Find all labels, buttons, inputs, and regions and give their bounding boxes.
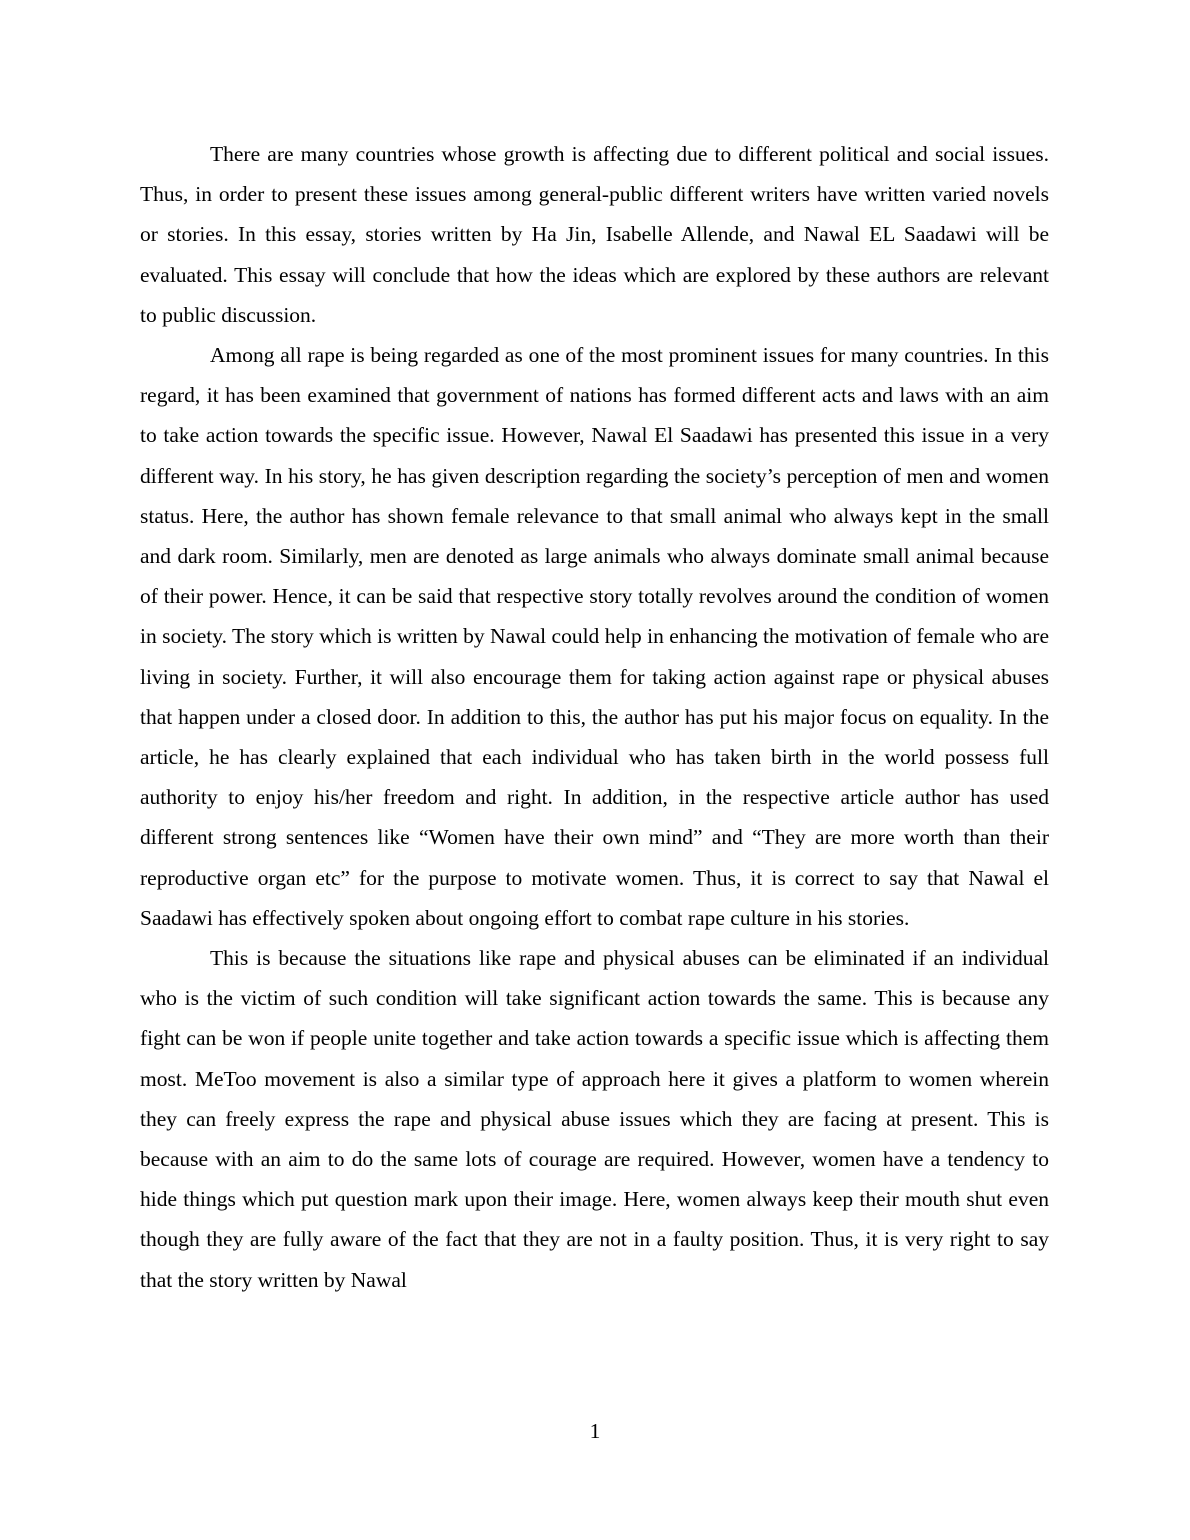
paragraph-metoo: This is because the situations like rape and physical abuses can be eliminated if an individual who is the victim of such condition will take significant action towards the same. This is because any fight can be won if people unite together and take action towards a specific issue which is affecting them most. MeToo movement is also a similar type of approach here it gives a platform to women wherein they can freely express the rape and physical abuse issues which they are facing at present. This is because with an aim to do the same lots of courage are required. However, women have a tendency to hide things which put question mark upon their image. Here, women always keep their mouth shut even though they are fully aware of the fact that they are not in a faulty position. Thus, it is very right to say that the story written by Nawal	[140, 946, 1049, 1292]
page-number: 1	[589, 1419, 601, 1443]
document-body	[140, 134, 1049, 1300]
paragraph-intro: There are many countries whose growth is affecting due to different political and social issues. Thus, in order to present these issues among general-public different writers have written varied novels or stories. In this essay, stories written by Ha Jin, Isabelle Allende, and Nawal EL Saadawi will be evaluated. This essay will conclude that how the ideas which are explored by these authors are relevant to public discussion.	[140, 142, 1049, 327]
paragraph-rape-issue: Among all rape is being regarded as one of the most prominent issues for many countries. In this regard, it has been examined that government of nations has formed different acts and laws with an aim to take action towards the specific issue. However, Nawal El Saadawi has presented this issue in a very different way. In his story, he has given description regarding the society’s perception of men and women status. Here, the author has shown female relevance to that small animal who always kept in the small and dark room. Similarly, men are denoted as large animals who always dominate small animal because of their power. Hence, it can be said that respective story totally revolves around the condition of women in society. The story which is written by Nawal could help in enhancing the motivation of female who are living in society. Further, it will also encourage them for taking action against rape or physical abuses that happen under a closed door. In addition to this, the author has put his major focus on equality. In the article, he has clearly explained that each individual who has taken birth in the world possess full authority to enjoy his/her freedom and right. In addition, in the respective article author has used different strong sentences like “Women have their own mind” and “They are more worth than their reproductive organ etc” for the purpose to motivate women. Thus, it is correct to say that Nawal el Saadawi has effectively spoken about ongoing effort to combat rape culture in his stories.	[140, 343, 1049, 930]
